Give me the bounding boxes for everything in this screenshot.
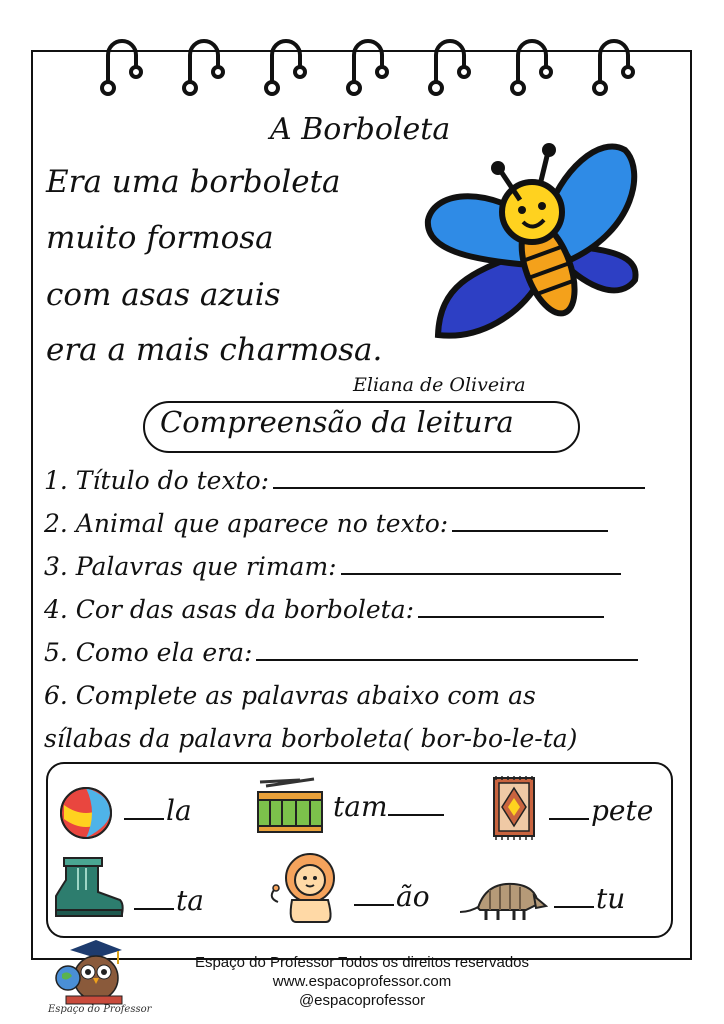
question-5 [44, 638, 638, 667]
exercise-word[interactable] [549, 794, 653, 827]
exercise-word[interactable] [554, 882, 625, 915]
question-text: 4. Cor das asas da borboleta: [44, 595, 415, 624]
question-text: 3. Palavras que rimam: [44, 552, 337, 581]
syllable-blank[interactable] [124, 818, 164, 820]
word-ending: la [166, 794, 192, 827]
word-ending: ão [396, 880, 430, 913]
question-1 [44, 466, 645, 495]
poem-author: Eliana de Oliveira [353, 374, 526, 396]
word-ending: pete [591, 794, 654, 827]
question-text: 5. Como ela era: [44, 638, 253, 667]
poem-title: A Borboleta [270, 112, 451, 147]
spiral-ring-icon [102, 41, 633, 94]
butterfly-icon [420, 140, 660, 360]
exercise-word[interactable] [124, 794, 192, 827]
syllable-blank[interactable] [354, 904, 394, 906]
question-6-continued: sílabas da palavra borboleta( bor-bo-le-ta) [44, 724, 578, 753]
exercise-word[interactable] [333, 790, 446, 823]
armadillo-icon [456, 878, 548, 924]
answer-line[interactable] [273, 485, 645, 489]
poem-line: com asas azuis [46, 277, 281, 313]
poem-line: era a mais charmosa. [46, 332, 383, 368]
question-text: 1. Título do texto: [44, 466, 270, 495]
ball-icon [58, 785, 114, 841]
word-start: tam [333, 790, 388, 823]
owl-logo-icon [52, 938, 132, 1006]
syllable-blank[interactable] [554, 906, 594, 908]
question-4 [44, 595, 604, 624]
answer-line[interactable] [256, 657, 638, 661]
footer-handle[interactable]: @espacoprofessor [298, 992, 426, 1009]
drum-icon [256, 776, 324, 834]
rug-icon [488, 774, 540, 840]
spiral-rings [0, 0, 724, 110]
footer-website[interactable]: www.espacoprofessor.com [272, 973, 452, 990]
answer-line[interactable] [418, 614, 604, 618]
answer-line[interactable] [452, 528, 608, 532]
syllable-blank[interactable] [549, 818, 589, 820]
question-2 [44, 509, 608, 538]
poem-line: Era uma borboleta [46, 164, 341, 200]
poem-line: muito formosa [46, 220, 274, 256]
footer-rights: Espaço do Professor Todos os direitos reservados [194, 954, 530, 971]
logo-caption: Espaço do Professor [48, 1004, 152, 1015]
boot-icon [52, 856, 126, 920]
word-ending: tu [596, 882, 626, 915]
exercise-word[interactable] [134, 884, 204, 917]
question-3 [44, 552, 621, 581]
section-title: Compreensão da leitura [160, 405, 514, 439]
lion-icon [266, 850, 350, 926]
answer-line[interactable] [341, 571, 621, 575]
syllable-blank[interactable] [134, 908, 174, 910]
question-6: 6. Complete as palavras abaixo com as [44, 681, 536, 710]
syllable-blank[interactable] [388, 814, 444, 816]
word-ending: ta [176, 884, 204, 917]
question-text: 2. Animal que aparece no texto: [44, 509, 449, 538]
exercise-word[interactable] [354, 880, 430, 913]
